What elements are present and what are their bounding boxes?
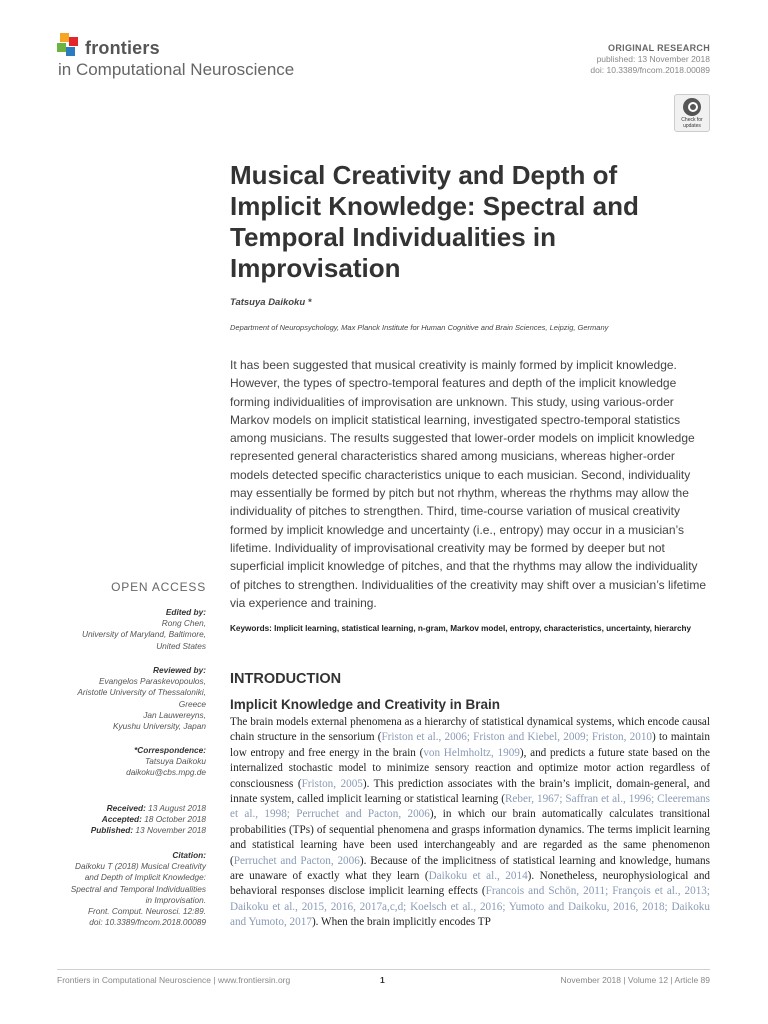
- keywords: Keywords: Implicit learning, statistical learning, n-gram, Markov model, entropy, characteristics, uncertainty, hierarchy: [230, 624, 692, 633]
- reviewed-by: Reviewed by: Evangelos Paraskevopoulos, Aristotle University of Thessaloniki, Greece Jan Lauwereyns, Kyushu University, Japan: [77, 665, 206, 732]
- subsection-heading: Implicit Knowledge and Creativity in Brain: [230, 697, 501, 712]
- body-text: ). When the brain implicitly encodes TP: [311, 916, 491, 929]
- published-date: published: 13 November 2018: [596, 54, 710, 64]
- citation-link[interactable]: Friston, 2005: [301, 777, 363, 790]
- body-text: ). Nonetheless, neurophysiological and behavioral responses disclose implicit learning effects (: [230, 870, 711, 898]
- article-type: ORIGINAL RESEARCH: [608, 43, 710, 53]
- citation-link[interactable]: Daikoku et al., 2014: [428, 870, 528, 883]
- footer-divider: [57, 969, 710, 970]
- citation: Citation: Daikoku T (2018) Musical Creativity and Depth of Implicit Knowledge: Spectral and Temporal Individualities in Improvisation. Front. Comput. Neurosci. 12:89. doi: 10.3389/fncom.2018.00089: [70, 850, 206, 928]
- citation-link[interactable]: Friston et al., 2006; Friston and Kiebel, 2009; Friston, 2010: [381, 731, 653, 744]
- body-text: ). Because of the implicitness of statistical learning and knowledge, humans are unaware of exactly what they learn (: [230, 854, 710, 883]
- check-for-updates-button[interactable]: [674, 94, 710, 132]
- body-text: ), in which our brain automatically calculates transitional probabilities (TPs) of sequential phenomena and grasps information dynamics. The terms implicit learning and statistical learning have been used interchangeably and are regarded as the same phenomenon (: [230, 808, 710, 867]
- article-meta: [590, 43, 710, 76]
- body-text: ). This prediction associates with the brain’s implicit, domain-general, and innate system, called implicit learning or statistical learning (: [230, 777, 710, 806]
- body-text: The brain models external phenomena as a hierarchy of statistical dynamical systems, which encode causal chain structure in the sensorium (: [230, 716, 710, 744]
- author[interactable]: Tatsuya Daikoku *: [230, 297, 312, 308]
- dates: Received: 13 August 2018 Accepted: 18 October 2018 Published: 13 November 2018: [90, 803, 206, 836]
- brand-name: frontiers: [85, 38, 160, 58]
- affiliation: Department of Neuropsychology, Max Planck Institute for Human Cognitive and Brain Sciences, Leipzig, Germany: [230, 323, 609, 332]
- edited-by: Edited by: Rong Chen, University of Maryland, Baltimore, United States: [81, 607, 206, 651]
- open-access-label: OPEN ACCESS: [111, 580, 206, 594]
- check-updates-label: Check for updates: [681, 117, 703, 129]
- frontiers-logo-icon: [57, 33, 83, 63]
- citation-link[interactable]: von Helmholtz, 1909: [423, 746, 520, 759]
- footer-journal[interactable]: Frontiers in Computational Neuroscience | www.frontiersin.org: [57, 975, 291, 985]
- body-text: ) to maintain low entropy and free energy in the brain (: [230, 731, 710, 759]
- citation-link[interactable]: Francois and Schön, 2011; François et al., 2013; Daikoku et al., 2015, 2016, 2017a,c,d; Koelsch et al., 2016; Yumoto and Daikoku, 2016, 2018; Daikoku and Yumoto, 2017: [230, 885, 710, 929]
- correspondence-email[interactable]: daikoku@cbs.mpg.de: [126, 767, 206, 778]
- body-text: ), and predicts a future state based on the internalized stochastic model to minimize sensory reaction and optimize motor action regardless of consciousness (: [230, 746, 710, 790]
- doi[interactable]: doi: 10.3389/fncom.2018.00089: [590, 65, 710, 75]
- page-number: 1: [380, 975, 385, 985]
- citation-link[interactable]: Perruchet and Pacton, 2006: [233, 854, 360, 867]
- section-heading: INTRODUCTION: [230, 671, 342, 687]
- citation-link[interactable]: Reber, 1967; Saffran et al., 1996; Cleeremans et al., 1998; Perruchet and Pacton, 2006: [230, 793, 710, 821]
- check-updates-icon: [683, 98, 701, 116]
- footer-issue: November 2018 | Volume 12 | Article 89: [560, 975, 710, 985]
- body-paragraph: [230, 715, 710, 931]
- correspondence: *Correspondence: Tatsuya Daikoku daikoku@cbs.mpg.de: [126, 745, 206, 778]
- journal-name: in Computational Neuroscience: [58, 60, 295, 79]
- abstract: It has been suggested that musical creativity is mainly formed by implicit knowledge. However, the types of spectro-temporal features and depth of the implicit knowledge forming individualities of improvisation are unknown. This study, using various-order Markov models on implicit statistical learning, investigated spectro-temporal statistics among musicians. The results suggested that lower-order models on implicit knowledge represented general characteristics shared among musicians, whereas higher-order models detected specific characteristics unique to each musician. Second, individuality may essentially be formed by pitch but not rhythm, whereas the rhythms may allow the individuality of pitches to strengthen. Third, time-course variation of musical creativity formed by implicit knowledge and uncertainty (i.e., entropy) may occur in a musician’s lifetime. Individuality of improvisational creativity may be formed by deeper but not superficial implicit knowledge of pitches, and that the rhythms may allow the individuality of pitches to strengthen. Individualities of the creativity may shift over a musician’s lifetime via experience and training.: [230, 358, 706, 610]
- article-title: Musical Creativity and Depth of Implicit Knowledge: Spectral and Temporal Individualities in Improvisation: [230, 160, 639, 283]
